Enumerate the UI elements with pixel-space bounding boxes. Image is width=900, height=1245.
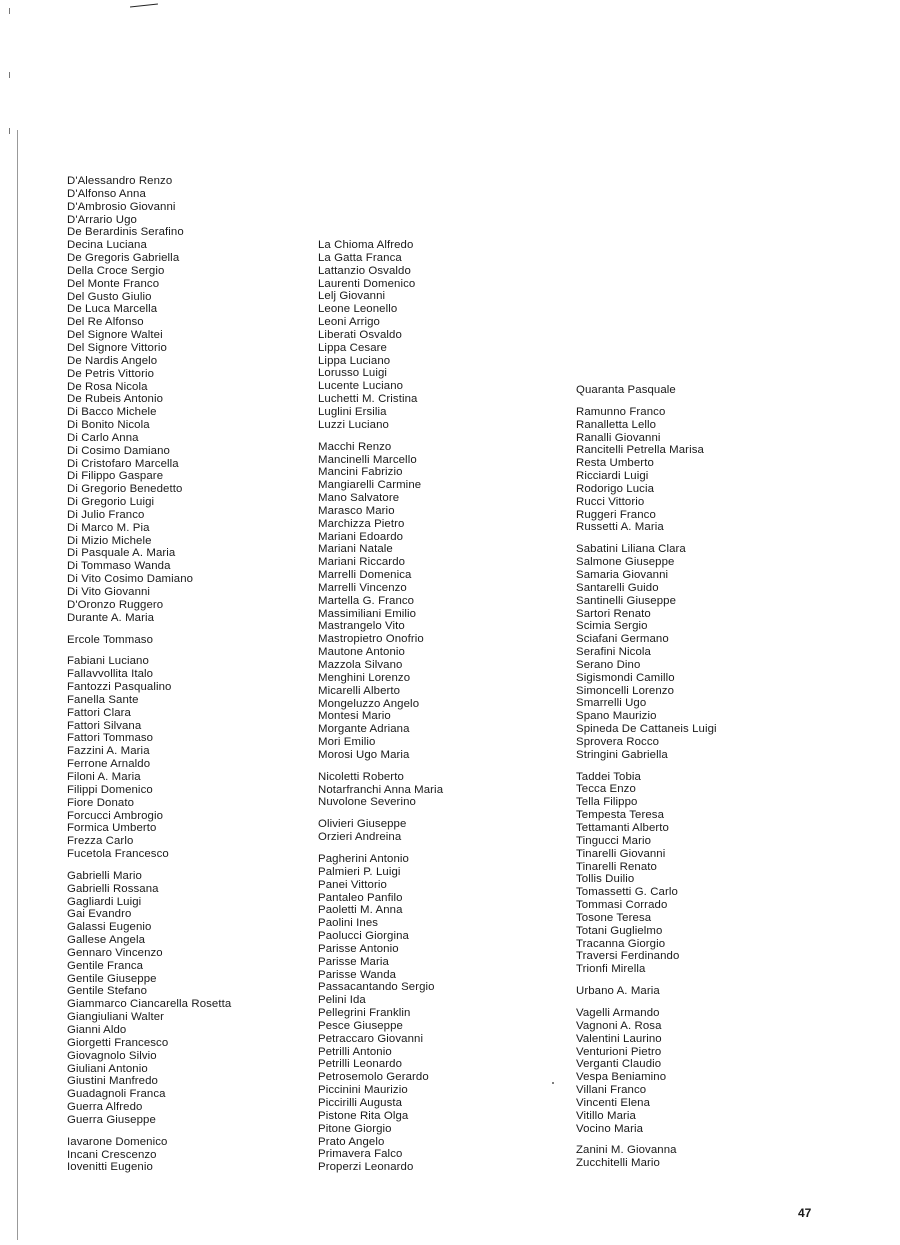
name-entry: Liberati Osvaldo (318, 328, 402, 341)
name-entry: D'Oronzo Ruggero (67, 598, 164, 611)
name-entry: Gianni Aldo (67, 1024, 127, 1036)
name-entry: Mancini Fabrizio (318, 466, 403, 479)
name-group (67, 175, 231, 625)
name-group (67, 870, 231, 1127)
name-entry: Di Cristofaro Marcella (67, 457, 179, 470)
name-entry: Sartori Renato (576, 607, 651, 620)
name-entry: Gennaro Vincenzo (67, 946, 163, 959)
name-entry: Di Bonito Nicola (67, 419, 150, 432)
name-entry: Del Signore Waltei (67, 329, 163, 342)
name-entry: Filippi Domenico (67, 783, 153, 796)
name-entry: Giangiuliani Walter (67, 1011, 165, 1024)
name-entry: Taddei Tobia (576, 770, 641, 783)
name-entry: Mastrangelo Vito (318, 620, 405, 633)
name-entry: Mastropietro Onofrio (318, 633, 424, 646)
scan-tick (9, 128, 10, 134)
name-entry: Nuvolone Severino (318, 796, 416, 809)
name-entry: Di Filippo Gaspare (67, 470, 164, 483)
name-entry: Lelj Giovanni (318, 290, 386, 303)
name-entry: Sigismondi Camillo (576, 671, 675, 684)
name-entry: Vespa Beniamino (576, 1071, 667, 1084)
name-entry: La Chioma Alfredo (318, 239, 414, 251)
page-number: 47 (798, 1206, 812, 1220)
name-entry: Marrelli Domenica (318, 569, 412, 582)
scan-dot (552, 1082, 554, 1084)
name-entry: Petrilli Antonio (318, 1045, 392, 1058)
name-entry: Gabrielli Mario (67, 869, 142, 882)
name-entry: Tettamanti Alberto (576, 822, 669, 834)
name-entry: Vocino Maria (576, 1122, 644, 1135)
name-entry: Fallavvollita Italo (67, 668, 154, 681)
name-entry: Mariani Riccardo (318, 556, 406, 569)
name-entry: Ricciardi Luigi (576, 470, 649, 483)
name-entry: Fattori Silvana (67, 719, 142, 732)
name-entry: Parisse Wanda (318, 968, 397, 981)
name-entry: Tommasi Corrado (576, 899, 668, 912)
name-entry: Mano Salvatore (318, 492, 400, 505)
name-entry: Vincenti Elena (576, 1096, 651, 1109)
name-entry: D'Arrario Ugo (67, 213, 137, 226)
name-entry: Mautone Antonio (318, 646, 405, 659)
name-entry: Passacantando Sergio (318, 981, 435, 994)
name-entry: Rancitelli Petrella Marisa (576, 444, 704, 457)
name-entry: Serano Dino (576, 658, 641, 671)
name-entry: Fattori Tommaso (67, 732, 154, 745)
name-entry: Prato Angelo (318, 1135, 385, 1148)
name-entry: Gallese Angela (67, 934, 146, 947)
name-entry: Giovagnolo Silvio (67, 1049, 157, 1062)
name-entry: Valentini Laurino (576, 1032, 662, 1045)
name-entry: Vagnoni A. Rosa (576, 1019, 662, 1032)
name-group (318, 239, 443, 432)
name-entry: Di Gregorio Luigi (67, 496, 155, 509)
name-entry: Giorgetti Francesco (67, 1036, 169, 1049)
scan-tick (9, 72, 10, 78)
name-entry: Montesi Mario (318, 710, 391, 723)
name-group (576, 1144, 717, 1170)
name-entry: Fiore Donato (67, 796, 135, 809)
name-entry: Panei Vittorio (318, 878, 387, 891)
name-entry: Parisse Maria (318, 955, 389, 968)
name-group (576, 384, 717, 397)
name-entry: Pistone Rita Olga (318, 1109, 409, 1122)
name-entry: Ranalli Giovanni (576, 431, 661, 444)
name-group (318, 441, 443, 762)
name-entry: Menghini Lorenzo (318, 671, 411, 684)
name-entry: Morosi Ugo Maria (318, 748, 410, 761)
name-entry: Pantaleo Panfilo (318, 891, 403, 904)
name-entry: Salmone Giuseppe (576, 556, 675, 569)
name-entry: Lattanzio Osvaldo (318, 264, 411, 277)
name-entry: De Rubeis Antonio (67, 393, 164, 406)
name-entry: Rucci Vittorio (576, 495, 645, 508)
name-entry: Mangiarelli Carmine (318, 479, 422, 492)
name-entry: Marchizza Pietro (318, 517, 405, 530)
name-entry: Macchi Renzo (318, 440, 392, 453)
name-entry: Durante A. Maria (67, 611, 155, 624)
name-entry: Giammarco Ciancarella Rosetta (67, 998, 232, 1011)
name-column-1 (67, 175, 231, 1174)
name-entry: Fanella Sante (67, 693, 139, 706)
name-entry: Santinelli Giuseppe (576, 594, 677, 607)
name-entry: Guerra Alfredo (67, 1101, 143, 1114)
name-group (576, 543, 717, 761)
name-entry: Villani Franco (576, 1084, 647, 1097)
name-entry: Ranalletta Lello (576, 418, 657, 431)
name-entry: Marasco Mario (318, 504, 395, 517)
name-entry: Guadagnoli Franca (67, 1088, 166, 1101)
name-entry: Paolini Ines (318, 917, 379, 930)
name-entry: Tosone Teresa (576, 911, 652, 924)
name-entry: Venturioni Pietro (576, 1045, 662, 1058)
name-entry: Gai Evandro (67, 908, 132, 921)
name-entry: Zanini M. Giovanna (576, 1144, 677, 1157)
name-entry: Guerra Giuseppe (67, 1113, 156, 1126)
name-entry: Fucetola Francesco (67, 848, 169, 861)
name-entry: Giuliani Antonio (67, 1062, 148, 1075)
name-group (318, 771, 443, 810)
name-entry: Luzzi Luciano (318, 418, 389, 431)
name-entry: Leone Leonello (318, 303, 398, 316)
name-entry: Pelini Ida (318, 994, 366, 1007)
name-entry: Primavera Falco (318, 1148, 403, 1161)
name-group (576, 771, 717, 977)
name-entry: Mancinelli Marcello (318, 453, 417, 466)
name-entry: Pitone Giorgio (318, 1122, 392, 1135)
name-entry: Santarelli Guido (576, 581, 659, 594)
name-entry: Luchetti M. Cristina (318, 393, 418, 406)
name-entry: Olivieri Giuseppe (318, 818, 407, 831)
name-entry: Paoletti M. Anna (318, 904, 403, 917)
name-entry: Di Vito Giovanni (67, 586, 151, 598)
name-entry: Del Signore Vittorio (67, 341, 167, 354)
name-entry: Iavarone Domenico (67, 1135, 168, 1148)
name-entry: Pagherini Antonio (318, 852, 409, 865)
name-entry: Petrosemolo Gerardo (318, 1071, 429, 1084)
name-group (318, 818, 443, 844)
name-entry: Mazzola Silvano (318, 659, 403, 671)
scan-mark (130, 4, 158, 8)
name-entry: Del Gusto Giulio (67, 290, 152, 303)
name-entry: Tinarelli Renato (576, 860, 657, 873)
name-entry: D'Ambrosio Giovanni (67, 200, 176, 213)
name-entry: Marrelli Vincenzo (318, 581, 407, 594)
name-entry: Ferrone Arnaldo (67, 758, 151, 771)
name-entry: Leoni Arrigo (318, 316, 380, 329)
name-entry: Lippa Luciano (318, 354, 391, 367)
name-entry: Formica Umberto (67, 822, 157, 835)
name-entry: Ruggeri Franco (576, 508, 656, 521)
name-entry: Gentile Stefano (67, 985, 148, 998)
name-group (576, 985, 717, 998)
name-entry: Di Mizio Michele (67, 534, 152, 547)
name-entry: D'Alessandro Renzo (67, 175, 173, 187)
name-entry: Verganti Claudio (576, 1058, 662, 1071)
name-entry: Giustini Manfredo (67, 1075, 158, 1088)
name-entry: Smarrelli Ugo (576, 697, 647, 710)
name-entry: De Luca Marcella (67, 303, 158, 316)
name-entry: Paolucci Giorgina (318, 930, 409, 943)
name-entry: Di Marco M. Pia (67, 521, 150, 534)
name-entry: Nicoletti Roberto (318, 770, 404, 783)
name-entry: Simoncelli Lorenzo (576, 684, 675, 697)
name-entry: Orzieri Andreina (318, 831, 402, 844)
name-entry: Spineda De Cattaneis Luigi (576, 723, 717, 736)
name-entry: Fazzini A. Maria (67, 745, 150, 758)
name-entry: De Petris Vittorio (67, 367, 155, 380)
name-entry: Gagliardi Luigi (67, 895, 142, 908)
name-entry: Tingucci Mario (576, 834, 652, 847)
name-entry: Ramunno Franco (576, 405, 666, 418)
name-entry: Rodorigo Lucia (576, 482, 655, 495)
name-group (318, 853, 443, 1174)
name-entry: Mariani Natale (318, 543, 393, 556)
name-entry: Mongeluzzo Angelo (318, 697, 420, 710)
name-entry: Morgante Adriana (318, 723, 410, 736)
name-entry: Decina Luciana (67, 239, 147, 252)
name-entry: Forcucci Ambrogio (67, 809, 164, 822)
name-entry: Frezza Carlo (67, 835, 134, 848)
name-entry: Tomassetti G. Carlo (576, 886, 678, 899)
name-entry: Russetti A. Maria (576, 521, 664, 534)
name-entry: Tecca Enzo (576, 783, 636, 796)
name-entry: Urbano A. Maria (576, 985, 660, 998)
name-entry: Lippa Cesare (318, 341, 387, 354)
name-entry: Martella G. Franco (318, 594, 415, 607)
name-entry: Luglini Ersilia (318, 405, 387, 418)
name-entry: De Rosa Nicola (67, 380, 148, 393)
name-entry: Del Monte Franco (67, 277, 160, 290)
name-entry: Traversi Ferdinando (576, 950, 680, 963)
name-entry: Massimiliani Emilio (318, 607, 417, 620)
name-entry: Tollis Duilio (576, 873, 635, 886)
name-entry: Serafini Nicola (576, 646, 651, 659)
name-entry: Zucchitelli Mario (576, 1157, 660, 1170)
name-entry: Tempesta Teresa (576, 809, 665, 822)
name-entry: La Gatta Franca (318, 251, 402, 264)
name-column-3 (576, 384, 717, 1170)
name-entry: Vitillo Maria (576, 1109, 636, 1122)
name-entry: D'Alfonso Anna (67, 187, 146, 200)
name-group (576, 1007, 717, 1135)
name-entry: Fattori Clara (67, 706, 131, 719)
name-entry: Tella Filippo (576, 796, 638, 809)
name-entry: Scimia Sergio (576, 620, 648, 633)
name-entry: Di Bacco Michele (67, 406, 157, 419)
name-entry: Piccinini Maurizio (318, 1084, 408, 1097)
name-group (67, 655, 231, 861)
name-entry: Resta Umberto (576, 457, 654, 470)
name-entry: Gabrielli Rossana (67, 882, 159, 895)
name-entry: Sciafani Germano (576, 633, 669, 646)
name-entry: Galassi Eugenio (67, 921, 152, 934)
name-entry: Di Vito Cosimo Damiano (67, 573, 194, 586)
scan-tick (9, 8, 10, 14)
name-entry: Di Tommaso Wanda (67, 560, 171, 573)
name-group (576, 406, 717, 534)
name-entry: Gentile Franca (67, 959, 144, 972)
name-entry: Spano Maurizio (576, 710, 657, 723)
name-entry: Stringini Gabriella (576, 748, 668, 761)
name-entry: Mariani Edoardo (318, 530, 404, 543)
name-group (67, 1136, 231, 1175)
name-entry: Sprovera Rocco (576, 735, 660, 748)
name-entry: Di Gregorio Benedetto (67, 483, 183, 496)
name-entry: Di Julio Franco (67, 508, 145, 521)
name-entry: Fabiani Luciano (67, 655, 149, 668)
name-entry: Di Cosimo Damiano (67, 444, 170, 457)
name-entry: Trionfi Mirella (576, 963, 646, 976)
name-entry: Ercole Tommaso (67, 633, 154, 646)
name-entry: Samaria Giovanni (576, 568, 669, 581)
name-entry: De Nardis Angelo (67, 354, 158, 367)
name-entry: Quaranta Pasquale (576, 384, 676, 396)
name-entry: Lorusso Luigi (318, 367, 388, 380)
name-entry: Fantozzi Pasqualino (67, 681, 172, 694)
name-entry: Incani Crescenzo (67, 1148, 157, 1161)
name-entry: Iovenitti Eugenio (67, 1161, 153, 1174)
name-entry: Notarfranchi Anna Maria (318, 783, 444, 796)
name-group (67, 634, 231, 647)
name-entry: Properzi Leonardo (318, 1161, 414, 1174)
name-entry: Mori Emilio (318, 736, 376, 749)
name-entry: Vagelli Armando (576, 1006, 660, 1019)
name-entry: Laurenti Domenico (318, 277, 416, 290)
name-entry: Filoni A. Maria (67, 770, 141, 783)
name-entry: De Gregoris Gabriella (67, 252, 180, 265)
name-entry: Della Croce Sergio (67, 264, 165, 277)
name-entry: Piccirilli Augusta (318, 1097, 403, 1109)
name-entry: Parisse Antonio (318, 942, 399, 955)
name-entry: Del Re Alfonso (67, 316, 144, 329)
name-entry: Micarelli Alberto (318, 684, 401, 697)
name-entry: Totani Guglielmo (576, 924, 663, 937)
name-entry: Di Carlo Anna (67, 431, 139, 444)
name-entry: Lucente Luciano (318, 380, 404, 393)
name-entry: Petraccaro Giovanni (318, 1032, 424, 1045)
name-entry: Tinarelli Giovanni (576, 847, 666, 860)
binding-edge-line (17, 130, 18, 1240)
name-entry: Pesce Giuseppe (318, 1019, 403, 1032)
name-column-2 (318, 239, 443, 1174)
name-entry: Gentile Giuseppe (67, 972, 157, 985)
name-entry: De Berardinis Serafino (67, 226, 184, 239)
name-entry: Sabatini Liliana Clara (576, 543, 686, 556)
name-entry: Di Pasquale A. Maria (67, 547, 176, 560)
name-entry: Tracanna Giorgio (576, 937, 666, 950)
name-entry: Pellegrini Franklin (318, 1007, 411, 1020)
name-entry: Petrilli Leonardo (318, 1058, 403, 1071)
name-entry: Palmieri P. Luigi (318, 865, 401, 878)
